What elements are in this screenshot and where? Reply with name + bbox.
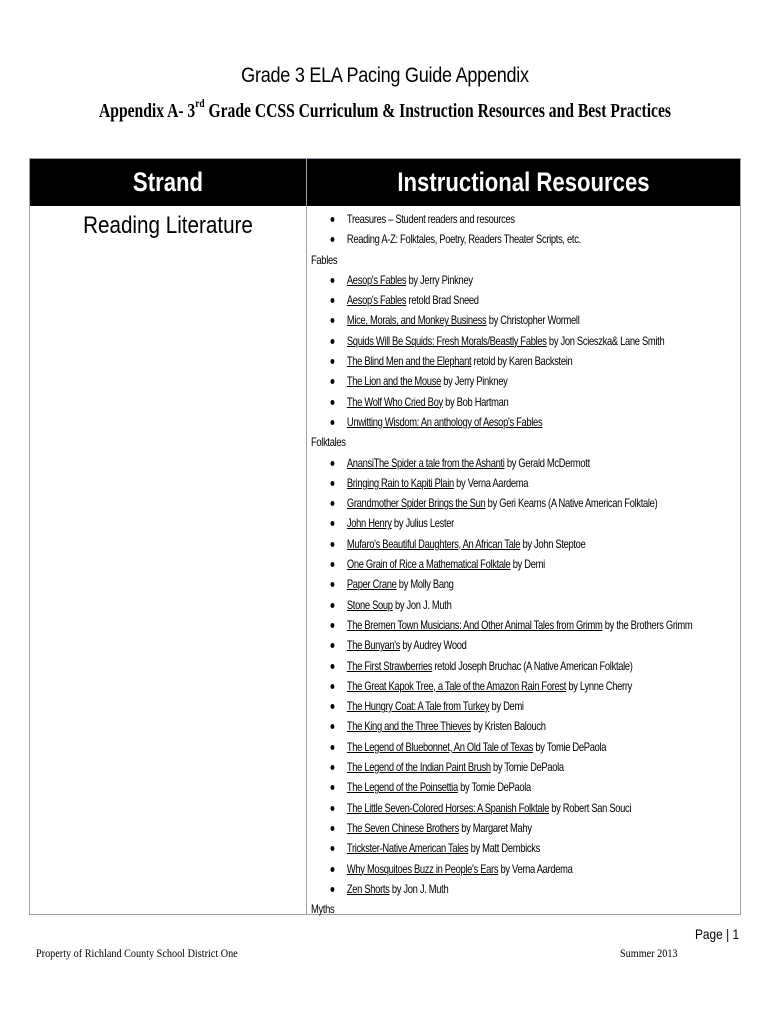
book-author: by Bob Hartman — [442, 394, 509, 409]
book-author: by Lynne Cherry — [566, 678, 633, 693]
book-title: The Hungry Coat: A Tale from Turkey — [346, 699, 490, 714]
book-title: The First Strawberries — [346, 658, 433, 673]
book-title: The Seven Chinese Brothers — [346, 820, 459, 835]
book-title: Mice, Morals, and Monkey Business — [346, 313, 487, 328]
book-author: by John Steptoe — [520, 536, 586, 551]
book-title: AnansiThe Spider a tale from the Ashanti — [346, 455, 505, 470]
book-title: The Legend of the Indian Paint Brush — [346, 760, 491, 775]
resource-list-item — [311, 818, 748, 838]
book-author: by Margaret Mahy — [458, 820, 532, 835]
book-title: Mufaro's Beautiful Daughters, An African Tale — [346, 536, 521, 551]
book-author: by Matt Dembicks — [468, 841, 540, 856]
resource-list-item — [311, 676, 748, 696]
book-author: Reading A-Z: Folktales, Poetry, Readers Theater Scripts, etc. — [346, 232, 581, 247]
resource-list-item — [311, 229, 748, 249]
resource-list-item — [311, 798, 748, 818]
book-author: by Julius Lester — [391, 516, 454, 531]
book-author: by Jon J. Muth — [392, 597, 452, 612]
book-title: The Bremen Town Musicians: And Other Animal Tales from Grimm — [346, 617, 603, 632]
page-subtitle — [85, 96, 686, 123]
book-author: by Tomie DePaola — [490, 760, 564, 775]
book-title: The Bunyan's — [346, 638, 401, 653]
page-title: Grade 3 ELA Pacing Guide Appendix — [241, 64, 529, 87]
column-header-strand: Strand — [132, 167, 204, 197]
book-title: The Legend of the Poinsettia — [346, 780, 458, 795]
resource-list-item — [311, 879, 748, 899]
column-header-resources: Instructional Resources — [397, 167, 650, 197]
book-author: retold Joseph Bruchac (A Native American Folktale) — [432, 658, 633, 673]
book-author: by Gerald McDermott — [504, 455, 590, 470]
book-title: Grandmother Spider Brings the Sun — [346, 496, 486, 511]
book-author: by Robert San Souci — [548, 800, 632, 815]
book-author: by Kristen Balouch — [470, 719, 546, 734]
book-author: by Verna Aardema — [453, 475, 529, 490]
book-title: The Little Seven-Colored Horses: A Spanish Folktale — [346, 800, 549, 815]
book-author: by Jon J. Muth — [389, 881, 449, 896]
book-title: Stone Soup — [346, 597, 393, 612]
resource-list-item — [311, 757, 748, 777]
book-author: by Demi — [489, 699, 524, 714]
book-author: by Verna Aardema — [498, 861, 573, 876]
resource-list-item — [311, 371, 748, 391]
resource-list-item — [311, 351, 748, 371]
book-author: by Jerry Pinkney — [440, 374, 508, 389]
book-title: Trickster-Native American Tales — [346, 841, 469, 856]
resource-list-item — [311, 473, 748, 493]
book-author: by Tomie DePaola — [457, 780, 531, 795]
book-author: by Demi — [510, 557, 545, 572]
resource-list-item — [311, 310, 748, 330]
resource-list-item — [311, 270, 748, 290]
resource-list-item — [311, 412, 748, 432]
resource-table — [29, 158, 741, 915]
resource-list-item — [311, 635, 748, 655]
book-title: Aesop's Fables — [346, 272, 407, 287]
book-author: by Jon Scieszka& Lane Smith — [546, 333, 665, 348]
resource-list-item — [311, 290, 748, 310]
footer-date: Summer 2013 — [620, 946, 678, 960]
resource-list-item — [311, 392, 748, 412]
resource-list-item — [311, 209, 748, 229]
book-author: Treasures – Student readers and resources — [346, 212, 515, 226]
resource-list-item — [311, 574, 748, 594]
book-author: by Christopher Wormell — [486, 313, 580, 328]
resource-list-item — [311, 838, 748, 858]
resource-list-item — [311, 615, 748, 635]
book-author: by Tomie DePaola — [533, 739, 607, 754]
book-title: Why Mosquitoes Buzz in People's Ears — [346, 861, 499, 876]
book-title: John Henry — [346, 516, 392, 531]
book-author: by Jerry Pinkney — [406, 272, 473, 287]
book-author: by Audrey Wood — [400, 638, 467, 653]
resource-list-item — [311, 595, 748, 615]
resource-list-item — [311, 513, 748, 533]
resource-list-item — [311, 737, 748, 757]
book-author: by Molly Bang — [396, 577, 454, 592]
subtitle-prefix: Appendix A- 3 — [99, 100, 196, 122]
page-number: Page | 1 — [695, 926, 740, 942]
book-title: Aesop's Fables — [346, 293, 407, 308]
book-title: Squids Will Be Squids: Fresh Morals/Beastly Fables — [346, 333, 547, 348]
book-author: by the Brothers Grimm — [602, 617, 693, 632]
resource-list-item — [311, 859, 748, 879]
table-header — [30, 159, 740, 206]
book-title: The Wolf Who Cried Boy — [346, 394, 443, 409]
subtitle-superscript: rd — [195, 96, 205, 110]
book-author: retold by Karen Backstein — [471, 354, 573, 369]
book-author: retold Brad Sneed — [406, 293, 479, 308]
resources-list — [311, 209, 748, 919]
resource-list-item — [311, 716, 748, 736]
resource-list-item — [311, 696, 748, 716]
book-title: The Great Kapok Tree, a Tale of the Amazon Rain Forest — [346, 678, 567, 693]
book-title: Paper Crane — [346, 577, 397, 592]
book-title: Unwitting Wisdom: An anthology of Aesop's Fables — [346, 414, 543, 429]
resource-list-item — [311, 534, 748, 554]
subtitle-suffix: Grade CCSS Curriculum & Instruction Resources and Best Practices — [204, 100, 671, 122]
column-divider — [306, 159, 307, 914]
resource-list-item — [311, 777, 748, 797]
book-title: The King and the Three Thieves — [346, 719, 471, 734]
resource-list-item — [311, 656, 748, 676]
resource-list-item — [311, 493, 748, 513]
book-title: The Legend of Bluebonnet, An Old Tale of Texas — [346, 739, 534, 754]
resource-list-item — [311, 331, 748, 351]
resource-category: Folktales — [311, 435, 346, 450]
resource-list-item — [311, 554, 748, 574]
resource-list-item — [311, 453, 748, 473]
book-title: The Blind Men and the Elephant — [346, 354, 472, 369]
book-title: Bringing Rain to Kapiti Plain — [346, 475, 454, 490]
book-title: The Lion and the Mouse — [346, 374, 441, 389]
book-title: Zen Shorts — [346, 881, 390, 896]
resource-category: Myths — [311, 902, 335, 917]
book-author: by Geri Kearns (A Native American Folktale) — [485, 496, 658, 511]
book-title: One Grain of Rice a Mathematical Folktale — [346, 557, 511, 572]
resource-category: Fables — [311, 252, 338, 267]
strand-cell: Reading Literature — [83, 212, 253, 239]
footer-owner: Property of Richland County School District One — [36, 946, 238, 960]
